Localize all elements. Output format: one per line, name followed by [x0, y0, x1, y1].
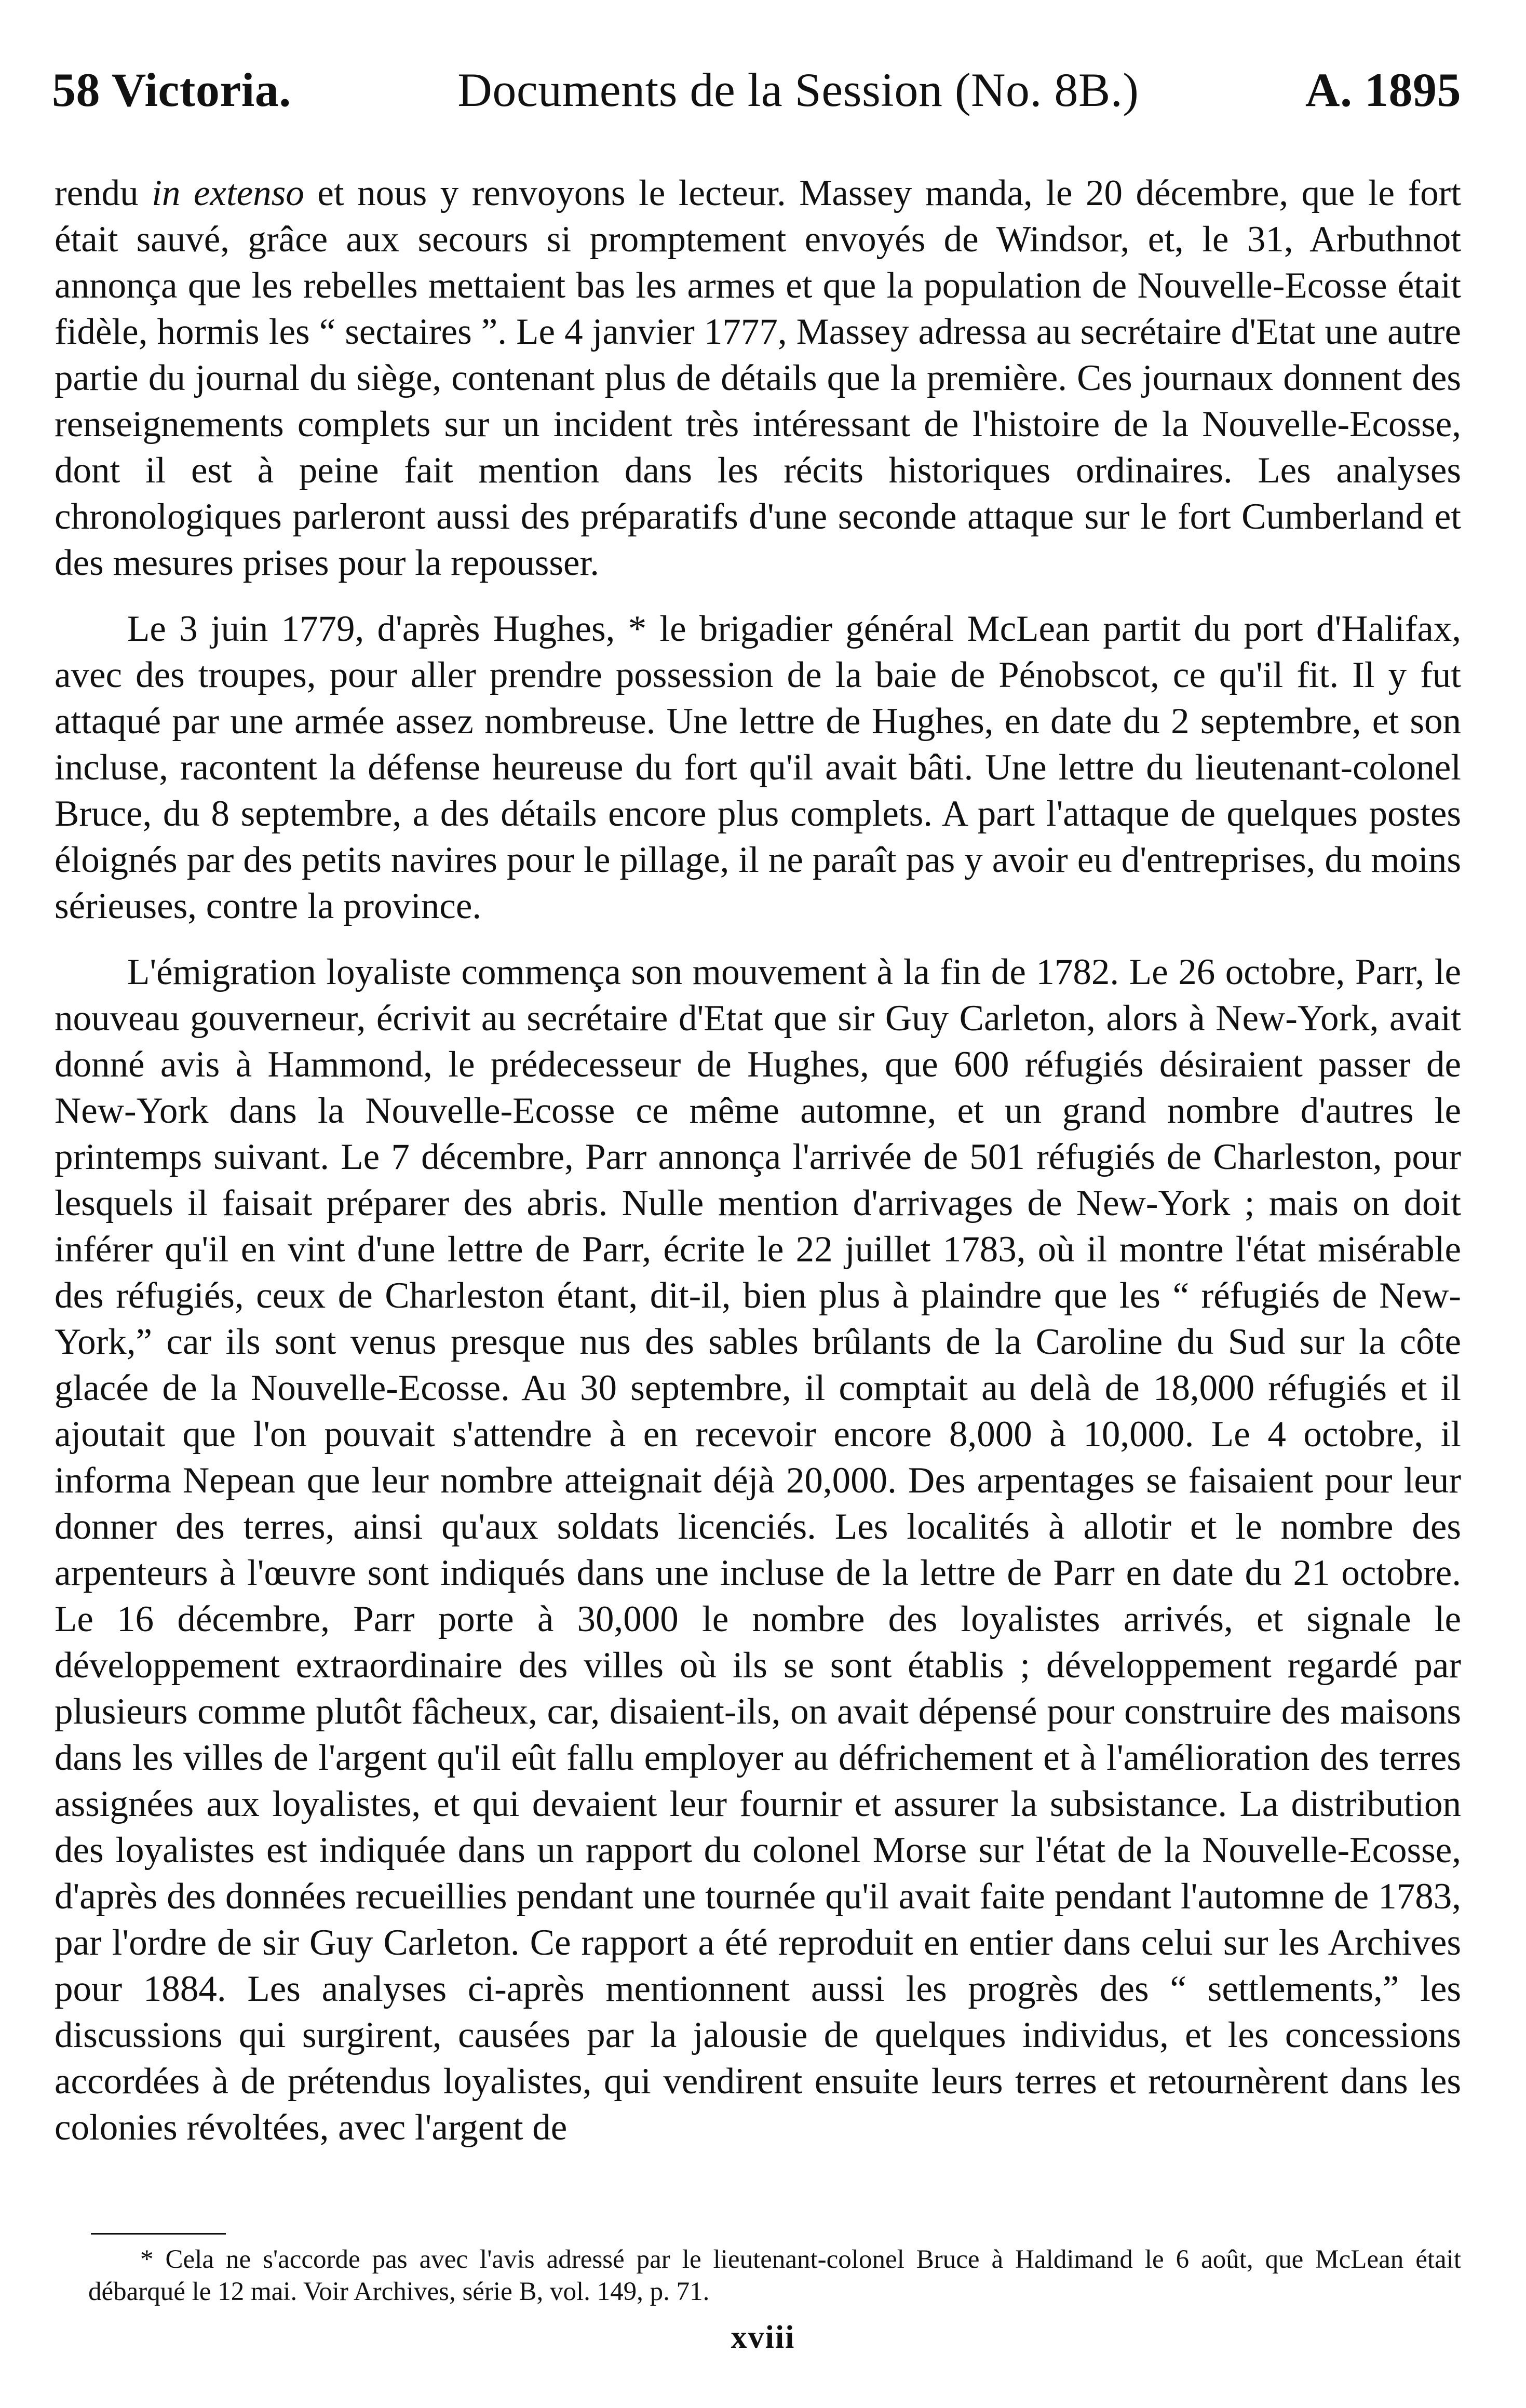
paragraph-1-emphasis: in extenso [152, 173, 304, 213]
running-header [52, 61, 1461, 118]
paragraph-1-rest: et nous y renvoyons le lecteur. Massey manda, le 20 décembre, que le fort était sauvé, grâce aux secours si promptement envoyés de Windsor, et, le 31, Arbuthnot annonça que les rebelles mettaient bas les armes et que la population de Nouvelle-Ecosse était fidèle, hormis les “ sectaires ”. Le 4 janvier 1777, Massey adressa au secrétaire d'Etat une autre partie du journal du siège, contenant plus de détails que la première. Ces journaux donnent des renseignements complets sur un incident très intéressant de l'histoire de la Nouvelle-Ecosse, dont il est à peine fait mention dans les récits historiques ordinaires. Les analyses chronologiques parleront aussi des préparatifs d'une seconde attaque sur le fort Cumberland et des mesures prises pour la repousser. [55, 173, 1461, 583]
paragraph-3: L'émigration loyaliste commença son mouvement à la fin de 1782. Le 26 octobre, Parr, le nouveau gouverneur, écrivit au secrétaire d'Etat que sir Guy Carleton, alors à New-York, avait donné avis à Hammond, le prédecesseur de Hughes, que 600 réfugiés désiraient passer de New-York dans la Nouvelle-Ecosse ce même automne, et un grand nombre d'autres le printemps suivant. Le 7 décembre, Parr annonça l'arrivée de 501 réfugiés de Charleston, pour lesquels il faisait préparer des abris. Nulle mention d'arrivages de New-York ; mais on doit inférer qu'il en vint d'une lettre de Parr, écrite le 22 juillet 1783, où il montre l'état misérable des réfugiés, ceux de Charleston étant, dit-il, bien plus à plaindre que les “ réfugiés de New-York,” car ils sont venus presque nus des sables brûlants de la Caroline du Sud sur la côte glacée de la Nouvelle-Ecosse. Au 30 septembre, il comptait au delà de 18,000 réfugiés et il ajoutait que l'on pouvait s'attendre à en recevoir encore 8,000 à 10,000. Le 4 octobre, il informa Nepean que leur nombre atteignait déjà 20,000. Des arpentages se faisaient pour leur donner des terres, ainsi qu'aux soldats licenciés. Les localités à allotir et le nombre des arpenteurs à l'œuvre sont indiqués dans une incluse de la lettre de Parr en date du 21 octobre. Le 16 décembre, Parr porte à 30,000 le nombre des loyalistes arrivés, et signale le développement extraordinaire des villes où ils se sont établis ; développement regardé par plusieurs comme plutôt fâcheux, car, disaient-ils, on avait dépensé pour construire des maisons dans les villes de l'argent qu'il eût fallu employer au défrichement et à l'amélioration des terres assignées aux loyalistes, et qui devaient leur fournir et assurer la subsistance. La distribution des loyalistes est indiquée dans un rapport du colonel Morse sur l'état de la Nouvelle-Ecosse, d'après des données recueillies pendant une tournée qu'il avait faite pendant l'automne de 1783, par l'ordre de sir Guy Carleton. Ce rapport a été reproduit en entier dans celui sur les Archives pour 1884. Les analyses ci-après mentionnent aussi les progrès des “ settlements,” les discussions qui surgirent, causées par la jalousie de quelques individus, et les concessions accordées à de prétendus loyalistes, qui vendirent ensuite leurs terres et retournèrent dans les colonies révoltées, avec l'argent de [55, 952, 1461, 2148]
paragraph-1-lead: rendu [55, 173, 152, 213]
body-text [55, 170, 1461, 2171]
footnote: * Cela ne s'accorde pas avec l'avis adressé par le lieutenant-colonel Bruce à Haldimand le 6 août, que McLean était débarqué le 12 mai. Voir Archives, série B, vol. 149, p. 71. [88, 2245, 1461, 2306]
header-title: Documents de la Session (No. 8B.) [457, 63, 1139, 116]
paragraph-1 [55, 170, 1461, 586]
header-volume: 58 Victoria. [52, 63, 291, 116]
page-number: xviii [731, 2320, 795, 2355]
header-year: A. 1895 [1305, 63, 1461, 116]
paragraph-2: Le 3 juin 1779, d'après Hughes, * le brigadier général McLean partit du port d'Halifax, avec des troupes, pour aller prendre possession de la baie de Pénobscot, ce qu'il fit. Il y fut attaqué par une armée assez nombreuse. Une lettre de Hughes, en date du 2 septembre, et son incluse, racontent la défense heureuse du fort qu'il avait bâti. Une lettre du lieutenant-colonel Bruce, du 8 septembre, a des détails encore plus complets. A part l'attaque de quelques postes éloignés par des petits navires pour le pillage, il ne paraît pas y avoir eu d'entreprises, du moins sérieuses, contre la province. [55, 609, 1461, 926]
footnote-divider [91, 2233, 226, 2235]
